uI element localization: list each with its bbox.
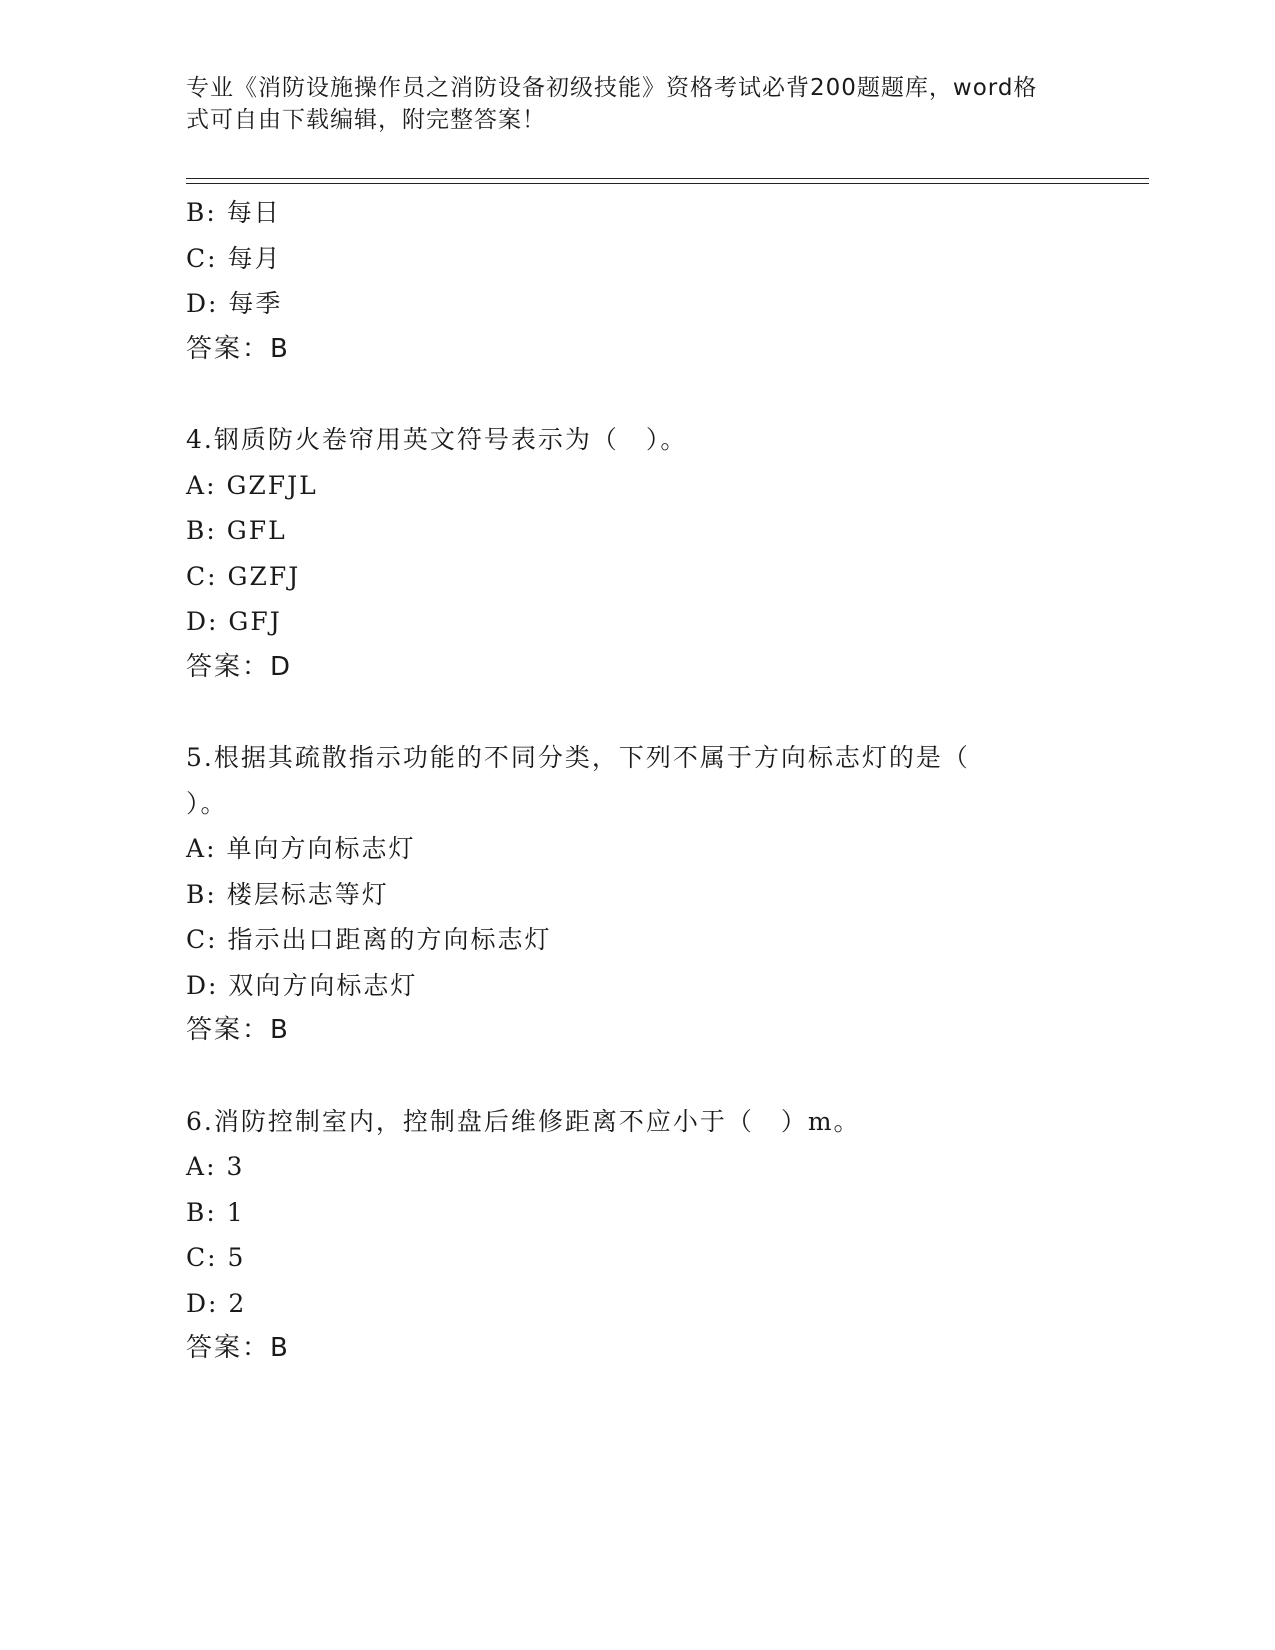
option-d: D: 双向方向标志灯 <box>186 970 418 1000</box>
option-c: C: 5 <box>186 1243 246 1272</box>
option-a: A: 3 <box>186 1152 245 1181</box>
question-text: 6.消防控制室内，控制盘后维修距离不应小于（ ）m。 <box>186 1106 861 1136</box>
option-text: 指示出口距离的方向标志灯 <box>227 925 552 954</box>
option-letter: C <box>186 243 208 273</box>
answer: 答案：D <box>186 651 293 682</box>
header-line-1: 专业《消防设施操作员之消防设备初级技能》资格考试必背200题题库，word格 <box>186 75 1038 101</box>
option-c: C: 每月 <box>186 243 282 273</box>
option-letter: C <box>186 561 208 591</box>
document-header <box>186 72 1066 136</box>
option-b: B: GFL <box>186 516 287 545</box>
option-letter: D <box>186 289 209 318</box>
header-line-2: 式可自由下载编辑，附完整答案！ <box>186 107 546 133</box>
spacer <box>186 690 1086 735</box>
spacer <box>186 1054 1086 1099</box>
option-letter: A <box>186 1152 207 1181</box>
option-c: C: GZFJ <box>186 561 301 591</box>
option-a: A: GZFJL <box>186 470 318 500</box>
option-letter: D <box>186 607 209 636</box>
question-list <box>186 190 1086 1372</box>
option-letter: A <box>186 470 207 500</box>
option-d: D: 2 <box>186 1288 247 1318</box>
option-text: 3 <box>226 1152 245 1181</box>
option-letter: C <box>186 1243 208 1272</box>
question-text-line-2: ）。 <box>186 788 228 818</box>
option-letter: D <box>186 1288 209 1318</box>
option-letter: C <box>186 925 208 954</box>
answer: 答案：B <box>186 1015 290 1045</box>
option-letter: B <box>186 879 207 909</box>
option-text: 每季 <box>228 289 283 318</box>
question-5 <box>186 735 1086 1054</box>
header-divider-bottom <box>186 183 1149 184</box>
option-text: 每月 <box>227 243 282 273</box>
option-b: B: 1 <box>186 1197 245 1227</box>
option-letter: A <box>186 834 207 863</box>
question-text-line-1: 5.根据其疏散指示功能的不同分类，下列不属于方向标志灯的是（ <box>186 743 970 772</box>
option-text: GZFJL <box>226 470 318 500</box>
question-4 <box>186 417 1086 690</box>
option-text: 双向方向标志灯 <box>228 970 418 1000</box>
option-text: 2 <box>228 1288 247 1318</box>
option-text: 1 <box>226 1197 245 1227</box>
option-text: GZFJ <box>227 561 301 591</box>
header-divider-top <box>186 178 1149 179</box>
answer: 答案：B <box>186 1333 290 1363</box>
question-text: 4.钢质防火卷帘用英文符号表示为（ ）。 <box>186 425 688 454</box>
answer: 答案：B <box>186 333 290 364</box>
question-6 <box>186 1099 1086 1372</box>
option-letter: B <box>186 198 207 227</box>
option-text: GFJ <box>228 607 282 636</box>
question-3-tail <box>186 190 1086 372</box>
option-text: 每日 <box>226 198 281 227</box>
option-text: 5 <box>227 1243 246 1272</box>
option-d: D: 每季 <box>186 289 283 318</box>
option-c: C: 指示出口距离的方向标志灯 <box>186 925 552 954</box>
option-text: GFL <box>226 516 287 545</box>
option-a: A: 单向方向标志灯 <box>186 834 416 863</box>
option-b: B: 每日 <box>186 198 281 227</box>
spacer <box>186 372 1086 417</box>
option-b: B: 楼层标志等灯 <box>186 879 389 909</box>
option-letter: D <box>186 970 209 1000</box>
option-letter: B <box>186 516 207 545</box>
option-d: D: GFJ <box>186 607 282 636</box>
option-text: 单向方向标志灯 <box>226 834 416 863</box>
option-text: 楼层标志等灯 <box>226 879 389 909</box>
option-letter: B <box>186 1197 207 1227</box>
